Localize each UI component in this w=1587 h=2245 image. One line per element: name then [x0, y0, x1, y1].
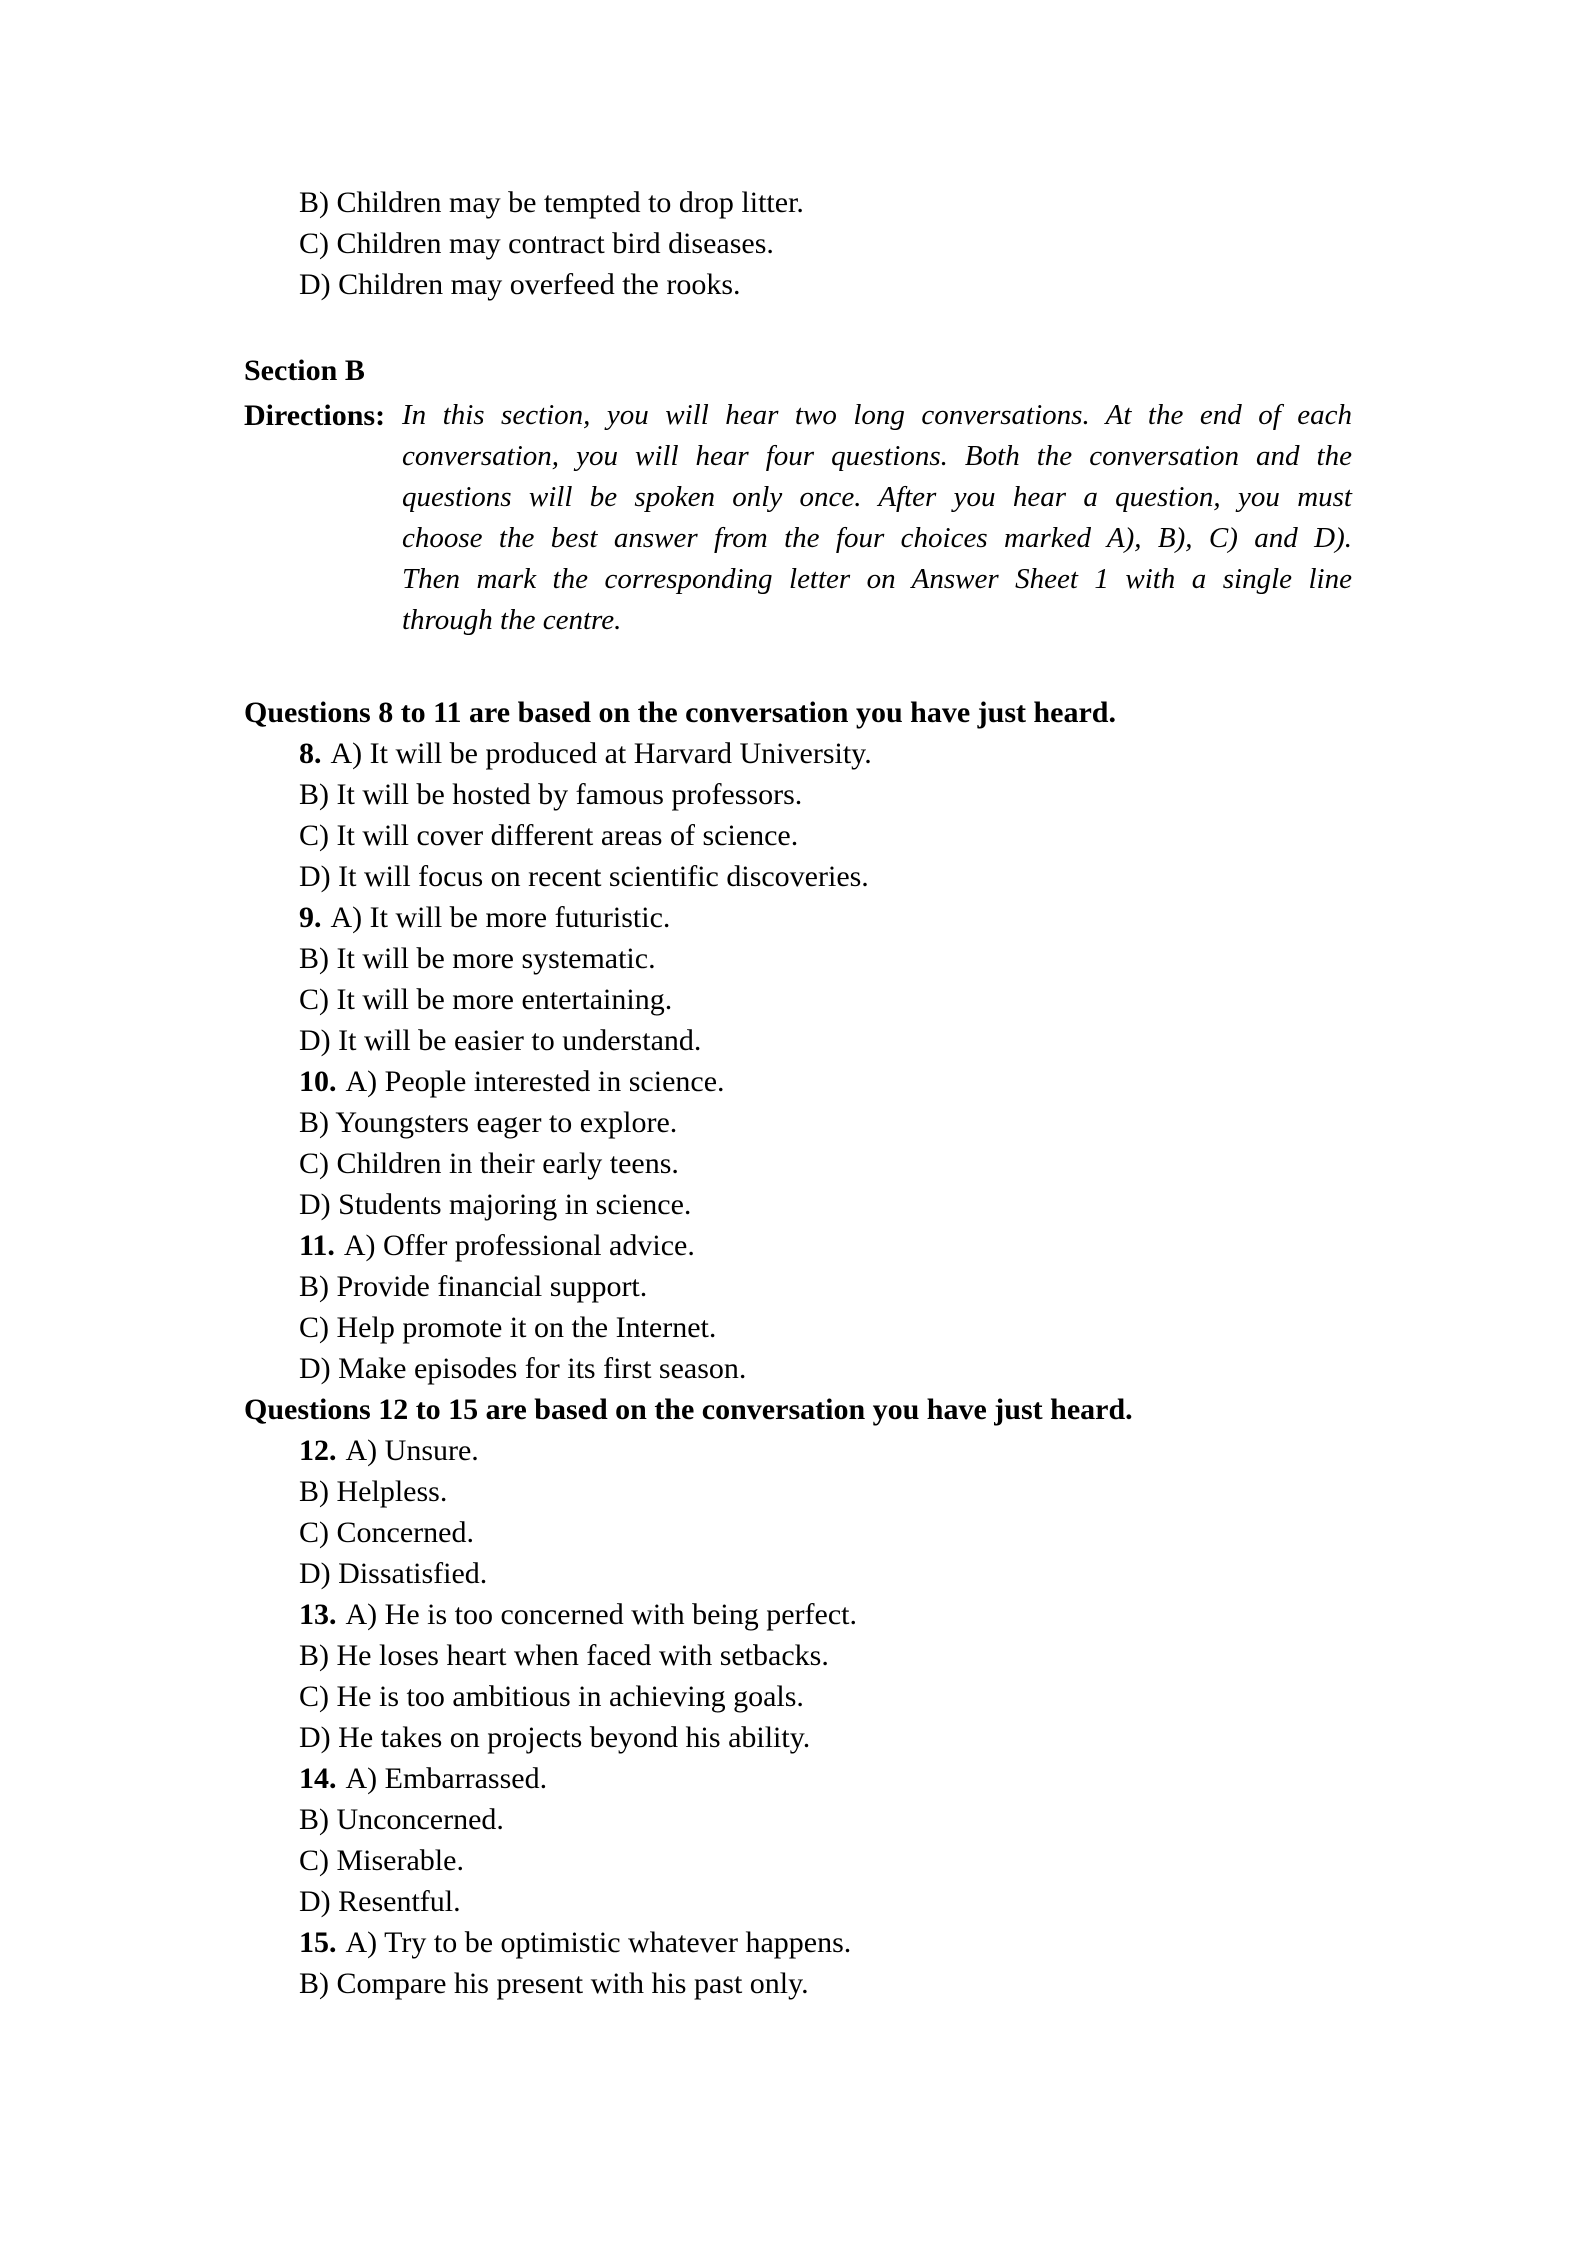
question-8-line-a: [299, 733, 1352, 774]
directions-block: [244, 395, 1352, 641]
question-13-option-a: A) He is too concerned with being perfect.: [345, 1598, 857, 1631]
question-14-option-d: D) Resentful.: [299, 1885, 461, 1918]
question-15-option-a: A) Try to be optimistic whatever happens.: [345, 1926, 852, 1959]
directions-line-1: In this section, you will hear two long conversations. At the end of each: [402, 399, 1352, 431]
question-8-option-d: D) It will focus on recent scientific discoveries.: [299, 860, 869, 893]
blank-gap: [244, 305, 1352, 350]
question-10-number: 10.: [299, 1065, 337, 1098]
question-13-number: 13.: [299, 1598, 337, 1631]
question-11-option-c: C) Help promote it on the Internet.: [299, 1311, 717, 1344]
question-9-line-a: [299, 897, 1352, 938]
directions-line-3: questions will be spoken only once. After you hear a question, you must: [402, 481, 1352, 513]
question-12-option-a: A) Unsure.: [345, 1434, 479, 1467]
question-9-option-a: A) It will be more futuristic.: [330, 901, 671, 934]
question-13-line-a: [299, 1594, 1352, 1635]
question-8-option-a: A) It will be produced at Harvard University.: [330, 737, 872, 770]
question-13-option-b: B) He loses heart when faced with setbacks.: [299, 1639, 829, 1672]
question-15-number: 15.: [299, 1926, 337, 1959]
question-12-option-b: B) Helpless.: [299, 1475, 448, 1508]
carryover-option-c: C) Children may contract bird diseases.: [299, 227, 774, 260]
blank-gap: [244, 641, 1352, 692]
question-14-option-c: C) Miserable.: [299, 1844, 464, 1877]
question-11-number: 11.: [299, 1229, 335, 1262]
question-10-option-b: B) Youngsters eager to explore.: [299, 1106, 678, 1139]
question-8-number: 8.: [299, 737, 322, 770]
directions-line-2: conversation, you will hear four questions. Both the conversation and the: [402, 440, 1352, 472]
question-8-option-c: C) It will cover different areas of science.: [299, 819, 799, 852]
question-10-option-a: A) People interested in science.: [345, 1065, 725, 1098]
question-14-line-a: [299, 1758, 1352, 1799]
question-13-option-d: D) He takes on projects beyond his ability.: [299, 1721, 811, 1754]
question-12-option-d: D) Dissatisfied.: [299, 1557, 488, 1590]
directions-line-6: through the centre.: [402, 604, 622, 636]
questions-8-11-heading: Questions 8 to 11 are based on the conversation you have just heard.: [244, 696, 1116, 729]
question-14-number: 14.: [299, 1762, 337, 1795]
question-13-option-c: C) He is too ambitious in achieving goals.: [299, 1680, 804, 1713]
question-12-line-a: [299, 1430, 1352, 1471]
question-10-option-d: D) Students majoring in science.: [299, 1188, 692, 1221]
question-12-option-c: C) Concerned.: [299, 1516, 474, 1549]
question-11-option-b: B) Provide financial support.: [299, 1270, 648, 1303]
carryover-option-d: D) Children may overfeed the rooks.: [299, 268, 741, 301]
question-10-line-a: [299, 1061, 1352, 1102]
question-8-option-b: B) It will be hosted by famous professors.: [299, 778, 803, 811]
question-11-option-a: A) Offer professional advice.: [343, 1229, 695, 1262]
question-14-option-a: A) Embarrassed.: [345, 1762, 548, 1795]
questions-12-15-heading: Questions 12 to 15 are based on the conversation you have just heard.: [244, 1393, 1133, 1426]
question-15-option-b: B) Compare his present with his past only.: [299, 1967, 809, 2000]
question-9-number: 9.: [299, 901, 322, 934]
question-14-option-b: B) Unconcerned.: [299, 1803, 504, 1836]
directions-text: [402, 395, 1352, 641]
directions-line-5: Then mark the corresponding letter on Answer Sheet 1 with a single line: [402, 563, 1352, 595]
directions-line-4: choose the best answer from the four choices marked A), B), C) and D).: [402, 522, 1352, 554]
question-12-number: 12.: [299, 1434, 337, 1467]
question-10-option-c: C) Children in their early teens.: [299, 1147, 679, 1180]
directions-label: Directions:: [244, 399, 386, 432]
question-9-option-d: D) It will be easier to understand.: [299, 1024, 702, 1057]
question-15-line-a: [299, 1922, 1352, 1963]
carryover-option-b: B) Children may be tempted to drop litter.: [299, 186, 804, 219]
section-b-title: Section B: [244, 354, 365, 387]
question-11-option-d: D) Make episodes for its first season.: [299, 1352, 747, 1385]
question-11-line-a: [299, 1225, 1352, 1266]
question-9-option-c: C) It will be more entertaining.: [299, 983, 673, 1016]
question-9-option-b: B) It will be more systematic.: [299, 942, 656, 975]
